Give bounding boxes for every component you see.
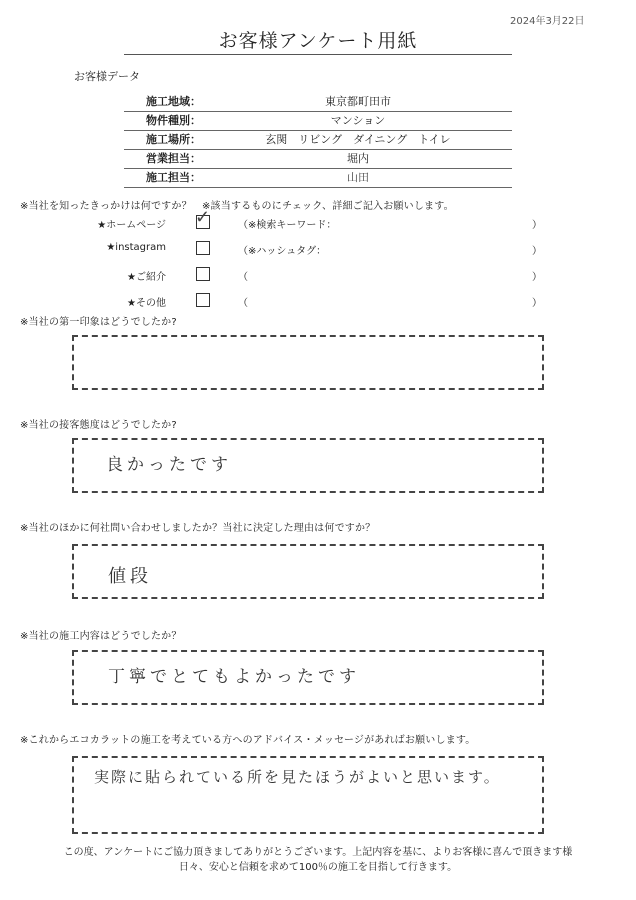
footer-message-line-2: 日々、安心と信頼を求めて100％の施工を目指して行きます。 <box>178 862 458 873</box>
source-close: ） <box>532 246 542 257</box>
answer-box-service-attitude[interactable] <box>72 438 544 493</box>
answer-box-advice[interactable] <box>72 756 544 834</box>
row-value: 堀内 <box>347 152 369 165</box>
question-other-companies: ※当社のほかに何社問い合わせしましたか？当社に決定した理由は何ですか？ <box>20 523 376 534</box>
source-row-other <box>0 291 636 311</box>
source-row-instagram <box>0 239 636 259</box>
source-label: ★instagram <box>106 242 166 253</box>
answer-text-handwritten: 実際に貼られている所を見たほうがよいと思います。 <box>94 768 501 786</box>
row-value-handwritten: 山田 <box>347 171 369 184</box>
source-detail: （ <box>238 272 248 283</box>
row-value: 東京都町田市 <box>325 95 391 108</box>
source-label: ★ご紹介 <box>127 272 166 283</box>
source-row-referral <box>0 265 636 285</box>
answer-text-handwritten: 良かったです <box>106 455 232 475</box>
survey-date: 2024年3月22日 <box>510 16 585 27</box>
question-advice: ※これからエコカラットの施工を考えている方へのアドバイス・メッセージがあればお願いします。 <box>20 735 476 746</box>
row-key: 施工地域： <box>146 95 201 108</box>
source-detail: （ <box>238 298 248 309</box>
source-close: ） <box>532 272 542 283</box>
source-row-homepage <box>0 207 636 233</box>
customer-row-area <box>124 93 512 112</box>
row-key: 施工担当： <box>146 171 201 184</box>
row-value: マンション <box>330 114 386 127</box>
customer-row-property-type <box>124 112 512 131</box>
source-checkbox[interactable] <box>196 241 210 255</box>
source-label: ★ホームページ <box>97 220 166 231</box>
answer-text-handwritten: 丁寧でとてもよかったです <box>108 667 360 687</box>
row-key: 物件種別： <box>146 114 201 127</box>
customer-row-installer <box>124 169 512 188</box>
source-detail: （※ハッシュタグ： <box>238 246 327 257</box>
source-checkbox[interactable] <box>196 293 210 307</box>
question-first-impression: ※当社の第一印象はどうでしたか? <box>20 317 177 328</box>
question-service-attitude: ※当社の接客態度はどうでしたか? <box>20 420 177 431</box>
question-source: ※当社を知ったきっかけは何ですか？ ※該当するものにチェック、詳細ご記入お願いします。 <box>20 201 454 212</box>
title-underline <box>124 54 512 55</box>
answer-box-installation[interactable] <box>72 650 544 705</box>
row-key: 営業担当： <box>146 152 201 165</box>
source-close: ） <box>532 298 542 309</box>
source-detail: （※検索キーワード： <box>238 220 337 231</box>
source-close: ） <box>532 220 542 231</box>
answer-text-handwritten: 値段 <box>108 566 152 587</box>
answer-box-first-impression[interactable] <box>72 335 544 390</box>
answer-box-other-companies[interactable] <box>72 544 544 599</box>
customer-data-table <box>124 93 512 188</box>
question-installation: ※当社の施工内容はどうでしたか？ <box>20 631 182 642</box>
page-title: お客様アンケート用紙 <box>218 30 418 52</box>
customer-row-sales-rep <box>124 150 512 169</box>
customer-row-location <box>124 131 512 150</box>
source-checkbox[interactable] <box>196 267 210 281</box>
checkmark-icon: ✓ <box>195 207 211 228</box>
source-label: ★その他 <box>127 298 166 309</box>
customer-data-heading: お客様データ <box>74 70 140 83</box>
row-key: 施工場所： <box>146 133 201 146</box>
row-value: 玄関 リビング ダイニング トイレ <box>265 133 451 146</box>
footer-message-line-1: この度、アンケートにご協力頂きましてありがとうございます。上記内容を基に、よりお客様に喜んで頂きます様 <box>63 847 573 858</box>
